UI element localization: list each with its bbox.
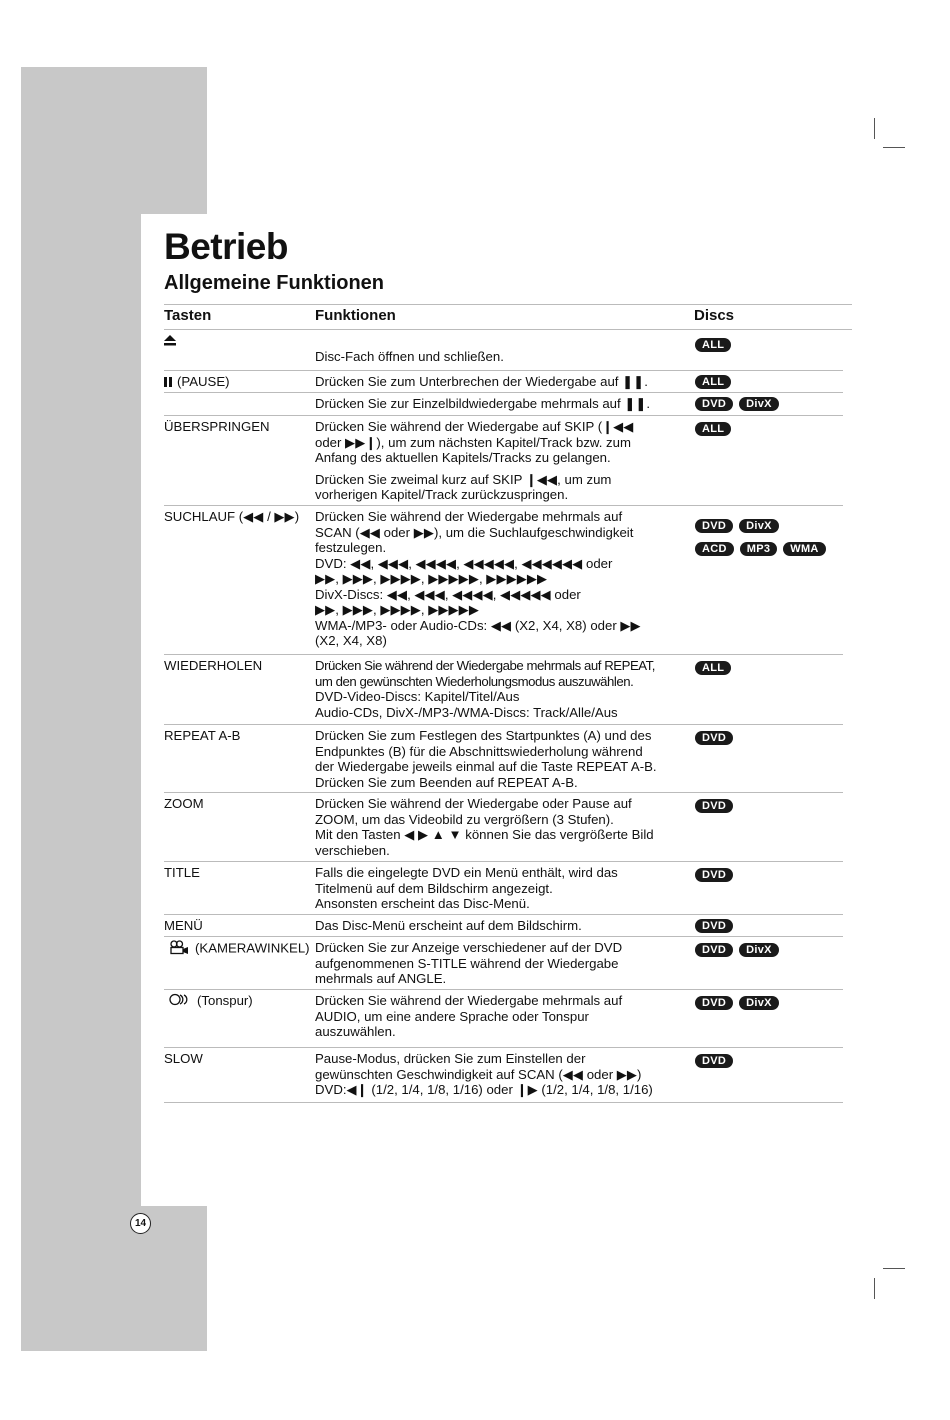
function-line: der Wiedergabe jeweils einmal auf die Taste REPEAT A-B. — [315, 759, 657, 774]
row-function — [315, 1051, 687, 1098]
function-line: vorherigen Kapitel/Track zurückzuspringen. — [315, 487, 569, 502]
disc-badge: ALL — [695, 338, 731, 352]
function-line: DVD:◀❙ (1/2, 1/4, 1/8, 1/16) oder ❙▶ (1/2, 1/4, 1/8, 1/16) — [315, 1082, 653, 1097]
header-discs: Discs — [694, 307, 735, 324]
disc-badge-line — [695, 868, 845, 884]
row-discs — [695, 799, 845, 822]
row-function — [315, 796, 687, 858]
crop-mark — [883, 1268, 905, 1269]
disc-badge-line — [695, 375, 845, 391]
disc-badge-line — [695, 943, 845, 959]
disc-badge: ACD — [695, 542, 734, 556]
function-line: Drücken Sie während der Wiedergabe mehrmals auf — [315, 509, 623, 524]
row-function — [315, 374, 687, 390]
function-line: Drücken Sie während der Wiedergabe mehrmals auf — [315, 993, 623, 1008]
row-key-label: SLOW — [164, 1051, 203, 1066]
crop-mark — [874, 1278, 875, 1299]
row-key — [164, 374, 314, 390]
table-row — [164, 371, 843, 393]
row-key — [164, 918, 314, 934]
page-number: 14 — [130, 1213, 151, 1234]
function-line: Drücken Sie während der Wiedergabe oder Pause auf — [315, 796, 632, 811]
disc-badge: ALL — [695, 375, 731, 389]
function-line: oder ▶▶❙), um zum nächsten Kapitel/Track bzw. zum — [315, 434, 631, 450]
function-line: festzulegen. — [315, 540, 387, 555]
function-line: DivX-Discs: ◀◀, ◀◀◀, ◀◀◀◀, ◀◀◀◀◀ oder — [315, 586, 581, 602]
row-function — [315, 918, 687, 934]
camera-angle-icon — [169, 940, 189, 959]
disc-badge: DivX — [739, 519, 779, 533]
row-discs — [695, 661, 845, 684]
table-row — [164, 725, 843, 793]
function-line: Titelmenü auf dem Bildschirm angezeigt. — [315, 880, 553, 896]
disc-badge: WMA — [783, 542, 825, 556]
function-line: Drücken Sie zum Festlegen des Startpunktes (A) und des — [315, 728, 652, 743]
disc-badge: DVD — [695, 1054, 733, 1068]
disc-badge: ALL — [695, 661, 731, 675]
row-key — [164, 728, 314, 744]
functions-table — [164, 304, 852, 1103]
function-line: mehrmals auf ANGLE. — [315, 971, 447, 986]
row-key-label: (Tonspur) — [197, 993, 253, 1008]
function-line: aufgenommenen S-TITLE während der Wiedergabe — [315, 955, 619, 971]
function-line: AUDIO, um eine andere Sprache oder Tonspur — [315, 1008, 589, 1024]
function-line: um den gewünschten Wiederholungsmodus auszuwählen. — [315, 673, 634, 689]
disc-badge-line — [695, 731, 845, 747]
row-key — [164, 658, 314, 674]
function-line: DVD-Video-Discs: Kapitel/Titel/Aus — [315, 689, 520, 704]
function-line: Drücken Sie zur Einzelbildwiedergabe mehrmals auf ❚❚. — [315, 396, 651, 411]
pause-icon — [164, 375, 173, 391]
disc-badge: DVD — [695, 996, 733, 1010]
disc-badge: DivX — [739, 943, 779, 957]
function-line: Ansonsten erscheint das Disc-Menü. — [315, 896, 530, 911]
row-function — [315, 509, 687, 649]
row-function — [315, 940, 687, 987]
function-line: Anfang des aktuellen Kapitels/Tracks zu gelangen. — [315, 450, 611, 465]
table-row — [164, 1048, 843, 1103]
row-discs — [695, 868, 845, 891]
row-discs — [695, 422, 845, 445]
disc-badge: ALL — [695, 422, 731, 436]
disc-badge-line — [695, 422, 845, 438]
row-key — [164, 796, 314, 812]
row-key — [164, 419, 314, 435]
function-line: ▶▶, ▶▶▶, ▶▶▶▶, ▶▶▶▶▶, ▶▶▶▶▶▶ — [315, 571, 548, 586]
section-title: Allgemeine Funktionen — [164, 272, 385, 294]
margin-band-top — [21, 67, 207, 214]
function-line: Pause-Modus, drücken Sie zum Einstellen der — [315, 1051, 586, 1066]
row-function — [315, 396, 687, 412]
disc-badge-line — [695, 1054, 845, 1070]
row-key-label: REPEAT A-B — [164, 728, 241, 743]
header-keys: Tasten — [164, 307, 212, 324]
table-row — [164, 915, 843, 937]
row-function — [315, 658, 687, 720]
disc-badge: DivX — [739, 397, 779, 411]
row-key-label: (PAUSE) — [177, 374, 230, 389]
disc-badge: DVD — [695, 731, 733, 745]
row-function — [315, 728, 687, 790]
row-function — [315, 865, 687, 912]
table-row — [164, 862, 843, 915]
function-line: Disc-Fach öffnen und schließen. — [315, 348, 504, 364]
row-function — [315, 419, 687, 503]
function-line: auszuwählen. — [315, 1024, 396, 1039]
row-key — [164, 509, 314, 525]
margin-band-side — [21, 214, 141, 1206]
row-discs — [695, 1054, 845, 1077]
row-key-label: WIEDERHOLEN — [164, 658, 263, 673]
table-row — [164, 506, 843, 655]
table-row — [164, 330, 843, 371]
function-line: Audio-CDs, DivX-/MP3-/WMA-Discs: Track/Alle/Aus — [315, 704, 618, 720]
function-line: ▶▶, ▶▶▶, ▶▶▶▶, ▶▶▶▶▶ — [315, 602, 479, 617]
function-line: verschieben. — [315, 842, 390, 858]
function-line: DVD: ◀◀, ◀◀◀, ◀◀◀◀, ◀◀◀◀◀, ◀◀◀◀◀◀ oder — [315, 555, 613, 571]
table-row — [164, 416, 843, 506]
function-line: Mit den Tasten ◀ ▶ ▲ ▼ können Sie das vergrößerte Bild — [315, 827, 654, 842]
function-line: Das Disc-Menü erscheint auf dem Bildschirm. — [315, 918, 582, 933]
disc-badge-line — [695, 799, 845, 815]
function-line: gewünschten Geschwindigkeit auf SCAN (◀◀ oder ▶▶) — [315, 1066, 642, 1082]
function-line — [315, 333, 687, 349]
disc-badge: MP3 — [740, 542, 778, 556]
disc-badge: DivX — [739, 996, 779, 1010]
table-row — [164, 393, 843, 416]
function-line: SCAN (◀◀ oder ▶▶), um die Suchlaufgeschwindigkeit — [315, 524, 634, 540]
function-line: Drücken Sie zweimal kurz auf SKIP ❙◀◀, um zum — [315, 471, 612, 487]
function-line: Drücken Sie während der Wiedergabe mehrmals auf REPEAT, — [315, 658, 656, 673]
disc-badge-line — [695, 397, 845, 413]
audio-track-icon — [169, 993, 191, 1010]
row-key-label: SUCHLAUF (◀◀ / ▶▶) — [164, 509, 300, 524]
function-line: (X2, X4, X8) — [315, 633, 387, 648]
margin-band-bottom — [21, 1206, 207, 1351]
function-line: WMA-/MP3- oder Audio-CDs: ◀◀ (X2, X4, X8) oder ▶▶ — [315, 617, 641, 633]
table-header — [164, 304, 852, 330]
crop-mark — [883, 147, 905, 148]
header-functions: Funktionen — [315, 307, 396, 324]
row-key-label: ÜBERSPRINGEN — [164, 419, 270, 434]
row-key — [164, 865, 314, 881]
row-discs — [695, 996, 845, 1019]
disc-badge-line — [695, 338, 845, 354]
row-discs — [695, 731, 845, 754]
disc-badge: DVD — [695, 919, 733, 933]
row-key — [164, 993, 314, 1010]
disc-badge-line — [695, 542, 845, 558]
row-key — [164, 333, 314, 349]
row-discs — [695, 943, 845, 966]
disc-badge: DVD — [695, 943, 733, 957]
row-key-label: MENÜ — [164, 918, 203, 933]
row-function — [315, 333, 687, 364]
row-discs — [695, 338, 845, 361]
disc-badge: DVD — [695, 397, 733, 411]
row-key — [164, 1051, 314, 1067]
crop-mark — [874, 118, 875, 139]
disc-badge-line — [695, 996, 845, 1012]
row-function — [315, 993, 687, 1040]
function-line: Drücken Sie zum Beenden auf REPEAT A-B. — [315, 774, 578, 790]
row-key-label: ZOOM — [164, 796, 204, 811]
function-line: Endpunktes (B) für die Abschnittswiederholung während — [315, 743, 643, 759]
eject-icon — [164, 334, 176, 350]
row-key — [164, 940, 314, 959]
table-row — [164, 655, 843, 725]
disc-badge: DVD — [695, 868, 733, 882]
disc-badge-line — [695, 519, 845, 535]
disc-badge: DVD — [695, 799, 733, 813]
function-line: Drücken Sie zur Anzeige verschiedener auf der DVD — [315, 940, 623, 955]
disc-badge: DVD — [695, 519, 733, 533]
row-key-label: TITLE — [164, 865, 200, 880]
function-line: Drücken Sie während der Wiedergabe auf SKIP (❙◀◀ — [315, 419, 634, 434]
table-row — [164, 937, 843, 990]
page-title: Betrieb — [164, 226, 288, 267]
table-row — [164, 793, 843, 862]
function-line: Drücken Sie zum Unterbrechen der Wiedergabe auf ❚❚. — [315, 374, 648, 389]
function-line: ZOOM, um das Videobild zu vergrößern (3 Stufen). — [315, 811, 614, 827]
disc-badge-line — [695, 919, 845, 935]
table-row — [164, 990, 843, 1048]
table-body — [164, 330, 852, 1103]
row-discs — [695, 519, 845, 565]
function-line: Falls die eingelegte DVD ein Menü enthält, wird das — [315, 865, 618, 880]
disc-badge-line — [695, 661, 845, 677]
row-key-label: (KAMERAWINKEL) — [195, 940, 310, 956]
